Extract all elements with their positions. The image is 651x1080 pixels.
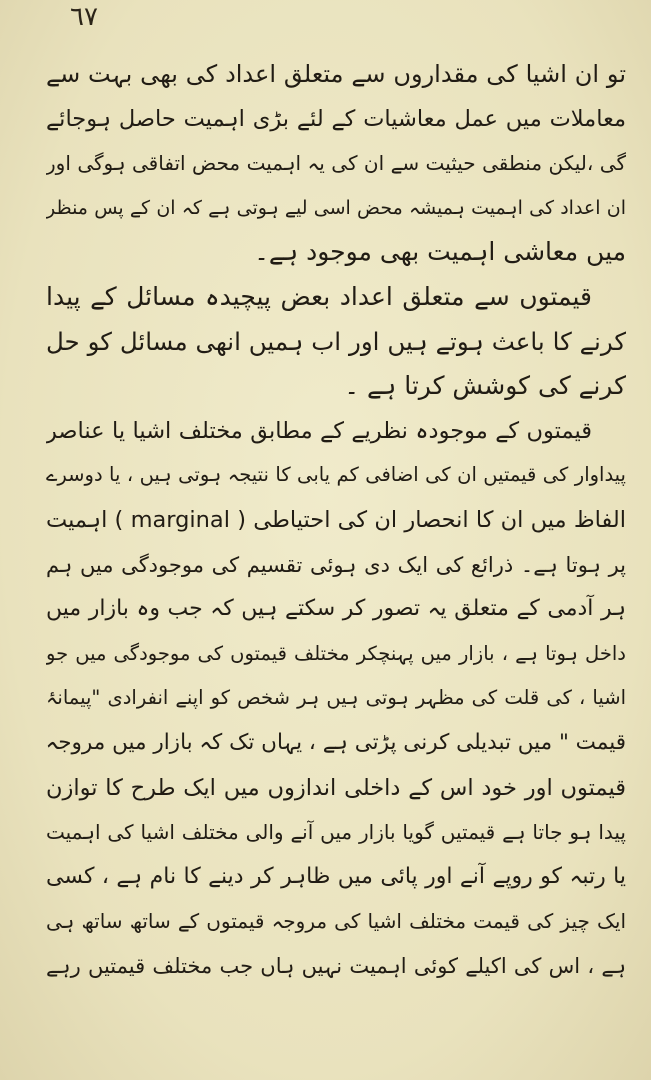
text-line: یا رتبہ کو روپے آنے اور پائی میں ظاہر کر دینے کا نام ہے ، کسی	[46, 863, 626, 889]
text-line: داخل ہوتا ہے ، بازار میں پہنچکر مختلف قیمتوں کی موجودگی میں جو	[46, 641, 626, 665]
body-text	[46, 52, 626, 988]
text-line: ان اعداد کی اہمیت ہمیشہ محض اسی لیے ہوتی ہے کہ ان کے پس منظر	[46, 196, 626, 219]
text-line: اشیا ، کی قلت کی مظہر ہوتی ہیں ہر شخص کو اپنے انفرادی "پیمانۂ	[46, 686, 626, 710]
text-line: پیدا ہو جاتا ہے قیمتیں گویا بازار میں آنے والی مختلف اشیا کی اہمیت	[46, 820, 626, 845]
text-line: پیداوار کی قیمتیں ان کی اضافی کم یابی کا نتیجہ ہوتی ہیں ، یا دوسرے	[46, 463, 626, 487]
page-number: ٦٧	[70, 2, 98, 32]
paragraph-1	[46, 52, 626, 275]
text-line: قیمتوں سے متعلق اعداد بعض پیچیدہ مسائل کے پیدا	[46, 281, 592, 311]
text-line: معاملات میں عمل معاشیات کے لئے بڑی اہمیت حاصل ہوجائے	[46, 105, 626, 132]
text-line: گی ،لیکن منطقی حیثیت سے ان کی یہ اہمیت محض اتفاقی ہوگی اور	[46, 151, 626, 176]
text-line: قیمتوں کے موجودہ نظریے کے مطابق مختلف اشیا یا عناصر	[46, 417, 592, 444]
paragraph-2	[46, 275, 626, 409]
text-line: میں معاشی اہمیت بھی موجود ہے۔	[254, 237, 626, 267]
text-line: ہر آدمی کے متعلق یہ تصور کر سکتے ہیں کہ جب وہ بازار میں	[46, 596, 626, 622]
text-line: قیمتوں اور خود اس کے داخلی اندازوں میں ایک طرح کا توازن	[46, 774, 626, 801]
text-line: تو ان اشیا کی مقداروں سے متعلق اعداد کی بھی بہت سے	[46, 60, 626, 88]
text-line: پر ہوتا ہے۔ ذرائع کی ایک دی ہوئی تقسیم کی موجودگی میں ہم	[46, 552, 626, 577]
paragraph-3	[46, 409, 626, 989]
text-line: کرنے کا باعث ہوتے ہیں اور اب ہمیں انھی مسائل کو حل	[46, 326, 626, 356]
text-line: ہے ، اس کی اکیلے کوئی اہمیت نہیں ہاں جب مختلف قیمتیں رہے	[46, 953, 626, 978]
text-line: کرنے کی کوشش کرتا ہے ۔	[344, 371, 626, 401]
text-line: قیمت " میں تبدیلی کرنی پڑتی ہے ، یہاں تک کہ بازار میں مروجہ	[46, 729, 626, 755]
text-line: ایک چیز کی قیمت مختلف اشیا کی مروجہ قیمتوں کے ساتھ ساتھ ہی	[46, 909, 626, 934]
text-line: الفاظ میں ان کا انحصار ان کی احتیاطی ( marginal ) اہمیت	[46, 506, 626, 533]
